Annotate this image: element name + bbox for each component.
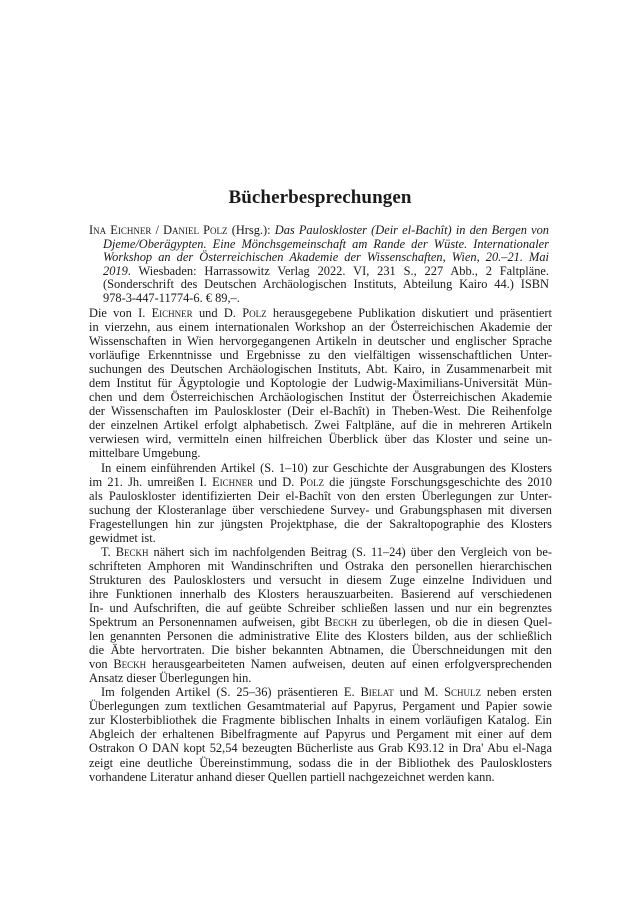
citation-line — [89, 251, 549, 265]
text-line — [89, 503, 552, 517]
text-line — [89, 741, 552, 755]
author-name: Beckh — [113, 657, 147, 672]
text-run: schrifteten Amphoren mit Wandinschriften und Ostraka den personellen hierarchischen — [89, 558, 552, 573]
citation-line — [89, 224, 549, 238]
text-line — [89, 531, 552, 545]
text-run: Abgleich der erhaltenen Bibelfragmente auf Papyrus und Pergament mit einer auf dem — [89, 727, 552, 742]
text-run: und D. — [192, 306, 243, 320]
text-run: Ansatz dieser Überlegungen hin. — [89, 671, 252, 686]
review-paragraph — [89, 306, 552, 461]
author-name: Schulz — [444, 685, 482, 700]
text-line — [89, 475, 552, 489]
citation-line — [89, 265, 549, 279]
text-run: T. — [101, 544, 116, 559]
text-run: In- und Aufschriften, die auf geübte Schreiber schließen lassen und nur ein begrenztes — [89, 600, 552, 615]
citation-line — [89, 292, 549, 306]
text-run: Im folgenden Artikel (S. 25–36) präsentieren E. — [101, 685, 361, 700]
text-run: der Wissenschaften im Pauloskloster (Deir el-Bachît) in Theben-West. Die Reihenfolge — [89, 404, 552, 419]
text-run: 978-3-447-11774-6. € 89,–. — [103, 290, 240, 305]
text-run: zur Klosterbibliothek die Fragmente biblischen Inhalts in einem vorläufigen Katalog. Ein — [89, 713, 552, 728]
text-run: Strukturen des Paulosklosters und versucht in diesem Zuge einzelne Individuen und — [89, 572, 552, 587]
review-paragraph — [89, 461, 552, 545]
text-run: und D. — [253, 474, 300, 489]
text-run: verwiesen wird, vermitteln einen hilfreichen Überblick über das Kloster und seine un- — [89, 432, 552, 447]
review-paragraph — [89, 685, 552, 783]
text-line — [89, 587, 552, 601]
text-run: gewidmet ist. — [89, 530, 156, 545]
text-run: herausgearbeiteten Namen aufweisen, deuten auf einen erfolgversprechenden — [146, 657, 552, 672]
text-line — [89, 517, 552, 531]
text-line — [89, 446, 552, 460]
text-run: zeigt eine deutliche Übereinstimmung, sodass die in der Bibliothek des Paulosklosters — [89, 755, 552, 770]
text-run: und M. — [393, 685, 445, 700]
author-name: Polz — [242, 306, 267, 320]
author-name: Daniel Polz — [163, 223, 228, 237]
author-name: Ina Eichner — [89, 223, 152, 237]
text-line — [89, 727, 552, 741]
text-run: vorhandene Literatur anhand dieser Quellen partiell nachgezeichnet werden kann. — [89, 769, 495, 784]
text-line — [89, 404, 552, 418]
section-title: Bücherbesprechungen — [228, 186, 412, 208]
text-line — [89, 559, 552, 573]
text-run: Die von I. — [89, 306, 152, 320]
text-line — [89, 362, 552, 376]
text-run: suchungen des Deutschen Archäologischen Instituts, Abt. Kairo, in Zusammenarbeit mit — [89, 362, 552, 377]
book-title-text: 2019 — [103, 263, 128, 278]
text-run: nähert sich im nachfolgenden Beitrag (S. 11–24) über den Vergleich von be- — [148, 544, 553, 559]
text-run: Wissenschaften in Wien hervorgegangenen Artikeln in deutscher und englischer Sprache — [89, 334, 552, 349]
review-paragraph — [89, 545, 552, 685]
text-line — [89, 601, 552, 615]
text-run: die jüngste Forschungsgeschichte des 2010 — [323, 474, 552, 489]
author-name: Eichner — [151, 306, 193, 320]
text-run: In einem einführenden Artikel (S. 1–10) zur Geschichte der Ausgrabungen des Klosters — [101, 460, 552, 475]
text-run: von — [89, 657, 114, 672]
text-line — [89, 306, 552, 320]
text-run: . Wiesbaden: Harrassowitz Verlag 2022. VI, 231 S., 227 Abb., 2 Faltpläne. — [127, 263, 549, 278]
text-run: len genannten Personen die administrative Elite des Klosters bilden, aus der schließlich — [89, 629, 552, 644]
text-line — [89, 573, 552, 587]
text-line — [89, 320, 552, 334]
text-line — [89, 545, 552, 559]
text-line — [89, 348, 552, 362]
citation-line — [89, 278, 549, 292]
text-run: im 21. Jh. umreißen I. — [89, 474, 213, 489]
text-run: Überlegungen zum textlichen Gesamtmaterial auf Papyrus, Pergament und Papier sowie — [89, 699, 552, 714]
text-line — [89, 699, 552, 713]
text-run: mittelbare Umgebung. — [89, 446, 201, 461]
text-line — [89, 685, 552, 699]
text-run: Fragestellungen hin zur jüngsten Projektphase, die der Sakraltopographie des Klosters — [89, 516, 552, 531]
text-run: neben ersten — [481, 685, 552, 700]
text-run: herausgegebene Publikation diskutiert und präsentiert — [266, 306, 552, 320]
text-run: dem Institut für Ägyptologie und Koptologie der Ludwig-Maximilians-Universität Mün- — [89, 376, 552, 391]
text-run: ihre Funktionen innerhalb des Klosters herauszuarbeiten. Basierend auf verschiedenen — [89, 586, 552, 601]
text-line — [89, 334, 552, 348]
book-title-text: Workshop an der Österreichischen Akademie der Wissenschaften, Wien, 20.–21. Mai — [103, 250, 549, 265]
book-title-text: Das Pauloskloster (Deir el-Bachît) in den Bergen von — [274, 223, 549, 237]
text-run: der einzelnen Artikel erfolgt alphabetisch. Zwei Faltpläne, auf die in mehreren Artikeln — [89, 418, 552, 433]
text-line — [89, 657, 552, 671]
text-line — [89, 376, 552, 390]
text-run: in vierzehn, aus einem internationalen Workshop an der Österreichischen Akademie der — [89, 320, 552, 335]
author-name: Beckh — [324, 615, 358, 630]
text-line — [89, 671, 552, 685]
text-run: chen und dem Österreichischen Archäologischen Institut der Österreichischen Akademie — [89, 390, 552, 405]
author-name: Polz — [299, 474, 324, 489]
text-run: Ostrakon O DAN kopt 52,54 bezeugten Bücherliste aus Grab K93.12 in Dra' Abu el-Naga — [89, 741, 552, 756]
text-line — [89, 756, 552, 770]
text-run: zu überlegen, ob die in diesen Quel- — [357, 615, 552, 630]
text-line — [89, 643, 552, 657]
text-line — [89, 461, 552, 475]
text-line — [89, 615, 552, 629]
text-run: Spektrum an Personennamen aufweisen, gibt — [89, 615, 325, 630]
text-line — [89, 489, 552, 503]
text-run: suchung der Klosteranlage über verschiedene Survey- und Grabungsphasen mit diversen — [89, 502, 552, 517]
text-run: (Hrsg.): — [227, 223, 275, 237]
author-name: Eichner — [212, 474, 254, 489]
text-line — [89, 418, 552, 432]
bibliographic-citation — [89, 224, 549, 306]
text-line — [89, 770, 552, 784]
author-name: Bielat — [360, 685, 394, 700]
author-name: Beckh — [115, 544, 149, 559]
text-line — [89, 713, 552, 727]
text-line — [89, 390, 552, 404]
text-run: als Pauloskloster identifizierten Deir el-Bachît von den ersten Überlegungen zur Unter- — [89, 488, 552, 503]
review-body — [89, 306, 552, 784]
book-title-text: Djeme/Oberägypten. Eine Mönchsgemeinschaft am Rande der Wüste. Internationaler — [103, 236, 549, 251]
text-line — [89, 629, 552, 643]
text-run: / — [151, 223, 164, 237]
text-run: (Sonderschrift des Deutschen Archäologischen Instituts, Abteilung Kairo 44.) ISBN — [103, 277, 549, 292]
text-run: die Äbte hervortraten. Die bisher bekannten Abtnamen, die Überschneidungen mit den — [89, 643, 552, 658]
text-line — [89, 432, 552, 446]
text-run: vorläufige Erkenntnisse und Ergebnisse zu den vielfältigen wissenschaftlichen Unter- — [89, 348, 552, 363]
